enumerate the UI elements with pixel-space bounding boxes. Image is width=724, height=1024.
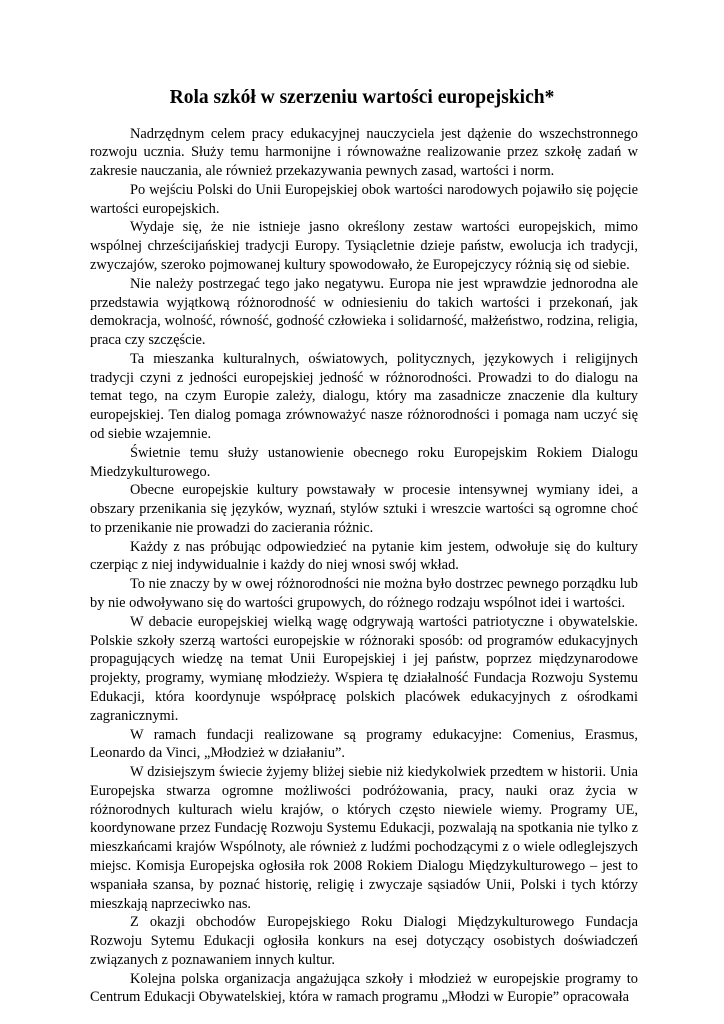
paragraph: Nie należy postrzegać tego jako negatywu. Europa nie jest wprawdzie jednorodna ale przedstawia wyjątkową różnorodność w odniesieniu do takich wartości i przekonań, jak demokracja, wolność, równość, godność człowieka i solidarność, małżeństwo, rodzina, religia, praca czy szczęście. <box>90 275 638 349</box>
paragraph: Z okazji obchodów Europejskiego Roku Dialogi Międzykulturowego Fundacja Rozwoju Sytemu Edukacji ogłosiła konkurs na esej dotyczący osobistych doświadczeń związanych z poznawaniem innych kultur. <box>90 914 638 968</box>
paragraph: Kolejna polska organizacja angażująca szkoły i młodzież w europejskie programy to Centrum Edukacji Obywatelskiej, która w ramach programu „Młodzi w Europie” opracowała <box>90 970 638 1006</box>
paragraph: To nie znaczy by w owej różnorodności nie można było dostrzec pewnego porządku lub by nie odwoływano się do wartości grupowych, do różnego rodzaju wspólnot idei i wartości. <box>90 576 638 612</box>
paragraph: Obecne europejskie kultury powstawały w procesie intensywnej wymiany idei, a obszary przenikania się języków, wyznań, stylów sztuki i wreszcie wartości są ogromne choć to przenikanie nie prowadzi do zacierania różnic. <box>90 482 638 536</box>
paragraph: W ramach fundacji realizowane są programy edukacyjne: Comenius, Erasmus, Leonardo da Vinci, „Młodzież w działaniu”. <box>90 726 638 762</box>
paragraph: W dzisiejszym świecie żyjemy bliżej siebie niż kiedykolwiek przedtem w historii. Unia Europejska stwarza ogromne możliwości podróżowania, pracy, nauki oraz życia w różnorodnych kulturach wielu krajów, o których często niewiele wiemy. Programy UE, koordynowane przez Fundację Rozwoju Systemu Edukacji, pozwalają na spotkania nie tylko z mieszkańcami krajów Wspólnoty, ale również z ludźmi pochodzącymi z o wiele odleglejszych miejsc. Komisja Europejska ogłosiła rok 2008 Rokiem Dialogu Międzykulturowego – jest to wspaniała szansa, by poznać historię, religię i zwyczaje sąsiadów Unii, Polski i tych którzy mieszkają naprzeciwko nas. <box>90 764 638 912</box>
document-title: Rola szkół w szerzeniu wartości europejskich* <box>169 87 555 108</box>
document-body <box>90 125 638 1008</box>
paragraph: Nadrzędnym celem pracy edukacyjnej nauczyciela jest dążenie do wszechstronnego rozwoju ucznia. Służy temu harmonijne i równoważne realizowanie przez szkołę zadań w zakresie nauczania, ale również przekazywania pewnych zasad, wartości i norm. <box>90 125 638 180</box>
paragraph: Świetnie temu służy ustanowienie obecnego roku Europejskim Rokiem Dialogu Miedzykulturowego. <box>90 444 638 480</box>
paragraph: Po wejściu Polski do Unii Europejskiej obok wartości narodowych pojawiło się pojęcie wartości europejskich. <box>90 181 638 217</box>
paragraph: Ta mieszanka kulturalnych, oświatowych, politycznych, językowych i religijnych tradycji czyni z jedności europejskiej jedność w różnorodności. Prowadzi to do dialogu na temat tego, na czym Europie zależy, dialogu, który ma zasadnicze znaczenie dla kultury europejskiej. Ten dialog pomaga zrównoważyć nasze różnorodności i pomaga nam uczyć się od siebie wzajemnie. <box>90 350 638 442</box>
paragraph: Wydaje się, że nie istnieje jasno określony zestaw wartości europejskich, mimo wspólnej chrześcijańskiej tradycji Europy. Tysiącletnie dzieje państw, ewolucja ich tradycji, zwyczajów, szeroko pojmowanej kultury spowodowało, że Europejczycy różnią się od siebie. <box>90 219 638 273</box>
paragraph: W debacie europejskiej wielką wagę odgrywają wartości patriotyczne i obywatelskie. Polskie szkoły szerzą wartości europejskie w różnoraki sposób: od programów edukacyjnych propagujących wiedzę na temat Unii Europejskiej i jej państw, poprzez międzynarodowe projekty, programy, wymianę młodzieży. Wspiera tę działalność Fundacja Rozwoju Systemu Edukacji, która koordynuje współpracę polskich placówek edukacyjnych z ośrodkami zagranicznymi. <box>90 613 638 724</box>
paragraph: Każdy z nas próbując odpowiedzieć na pytanie kim jestem, odwołuje się do kultury czerpiąc z niej indywidualnie i każdy do niej wnosi swój wkład. <box>90 538 638 574</box>
